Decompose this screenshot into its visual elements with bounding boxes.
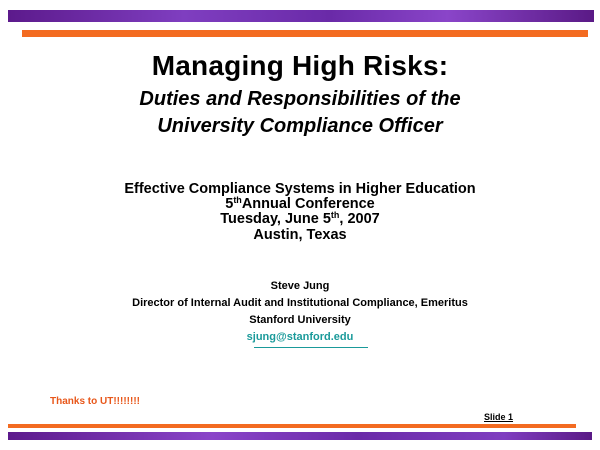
top-purple-bar: [8, 10, 594, 22]
conference-line2: [0, 197, 600, 212]
thanks-note: Thanks to UT!!!!!!!!: [50, 396, 140, 407]
conference-date-pre: Tuesday, June 5: [220, 211, 331, 227]
conference-date-suffix: th: [330, 210, 340, 220]
conference-date: [0, 212, 600, 227]
bottom-purple-bar: [8, 432, 592, 440]
slide-title: Managing High Risks:: [151, 50, 449, 81]
bottom-orange-bar: [8, 424, 576, 428]
top-orange-bar: [22, 30, 588, 37]
conference-ordinal: 5: [225, 196, 234, 212]
conference-ordinal-suffix: th: [233, 195, 242, 205]
presenter-name: Steve Jung: [270, 280, 330, 292]
slide-number: Slide 1: [484, 412, 514, 422]
email-underline: [254, 347, 368, 348]
presenter-organization: Stanford University: [249, 314, 351, 326]
slide-subtitle-line1: Duties and Responsibilities of the: [139, 88, 461, 110]
slide-subtitle-line2: University Compliance Officer: [157, 115, 443, 137]
presenter-role: Director of Internal Audit and Institutional Compliance, Emeritus: [132, 297, 468, 309]
conference-date-year: , 2007: [339, 211, 380, 227]
presenter-email-link[interactable]: sjung@stanford.edu: [246, 331, 354, 343]
conference-name: Annual Conference: [241, 196, 375, 212]
conference-location: Austin, Texas: [253, 227, 347, 243]
conference-line1: Effective Compliance Systems in Higher Education: [124, 181, 476, 197]
